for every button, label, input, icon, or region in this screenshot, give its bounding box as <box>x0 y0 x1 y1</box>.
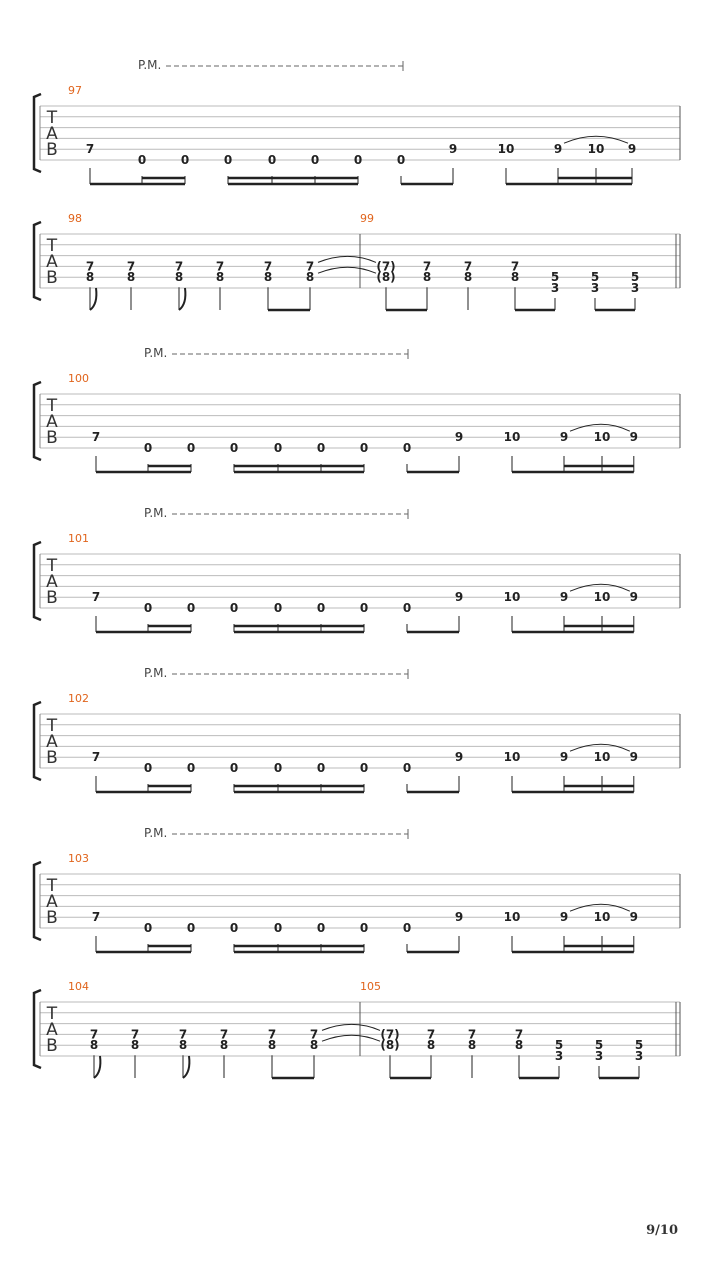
chord-fret-top: 7 <box>463 259 473 274</box>
chord-fret-bottom: 8 <box>467 1038 477 1053</box>
fret-number: 0 <box>143 601 153 615</box>
chord-fret-top: 7 <box>126 259 136 274</box>
chord-fret-bottom: 8 <box>263 270 273 285</box>
tab-letter-a: A <box>46 1020 58 1040</box>
chord-fret-top: 7 <box>267 1027 277 1042</box>
chord-fret-bottom: (8) <box>380 1038 400 1053</box>
tab-letter-a: A <box>46 252 58 272</box>
chord-fret-bottom: 8 <box>174 270 184 285</box>
tie <box>318 256 376 262</box>
fret-number: 0 <box>273 761 283 775</box>
fret-number: 0 <box>402 441 412 455</box>
fret-number: 0 <box>402 921 412 935</box>
fret-number: 0 <box>229 761 239 775</box>
fret-number: 0 <box>229 921 239 935</box>
measure-number: 97 <box>68 84 82 97</box>
fret-number: 0 <box>402 601 412 615</box>
chord-fret-top: 5 <box>634 1038 644 1053</box>
fret-number: 7 <box>91 750 101 765</box>
chord-fret-bottom: 8 <box>514 1038 524 1053</box>
tab-system <box>34 346 680 472</box>
tab-letter-b: B <box>46 428 58 448</box>
fret-number: 10 <box>593 430 611 445</box>
fret-number: 7 <box>91 590 101 605</box>
chord-fret-bottom: 8 <box>426 1038 436 1053</box>
tab-system <box>34 980 680 1078</box>
fret-number: 0 <box>186 601 196 615</box>
tab-system <box>34 666 680 792</box>
chord-fret-bottom: 8 <box>178 1038 188 1053</box>
fret-number: 9 <box>559 430 569 445</box>
fret-number: 0 <box>353 153 363 167</box>
tab-letter-t: T <box>46 108 58 128</box>
fret-number: 10 <box>503 750 521 765</box>
chord-fret-top: 7 <box>178 1027 188 1042</box>
chord-fret-top: 7 <box>130 1027 140 1042</box>
tab-letter-b: B <box>46 588 58 608</box>
fret-number: 0 <box>223 153 233 167</box>
tab-system <box>34 826 680 952</box>
fret-number: 9 <box>629 590 638 605</box>
chord-fret-bottom: 8 <box>85 270 95 285</box>
fret-number: 7 <box>91 910 101 925</box>
fret-number: 0 <box>267 153 277 167</box>
fret-number: 0 <box>316 921 326 935</box>
tab-letter-t: T <box>46 556 58 576</box>
chord-fret-bottom: 8 <box>267 1038 277 1053</box>
fret-number: 9 <box>454 910 464 925</box>
fret-number: 10 <box>503 910 521 925</box>
tab-letter-t: T <box>46 1004 58 1024</box>
fret-number: 0 <box>186 761 196 775</box>
note-flag <box>179 288 185 310</box>
fret-number: 0 <box>402 761 412 775</box>
tab-letter-t: T <box>46 876 58 896</box>
fret-number: 0 <box>316 601 326 615</box>
chord-fret-top: 7 <box>263 259 273 274</box>
chord-fret-bottom: 8 <box>130 1038 140 1053</box>
chord-fret-bottom: 3 <box>550 281 560 295</box>
tab-letter-b: B <box>46 908 58 928</box>
chord-fret-top: 5 <box>550 270 560 285</box>
fret-number: 0 <box>137 153 147 167</box>
chord-fret-top: 7 <box>510 259 520 274</box>
fret-number: 0 <box>229 601 239 615</box>
fret-number: 9 <box>629 910 638 925</box>
fret-number: 0 <box>396 153 406 167</box>
fret-number: 0 <box>143 441 153 455</box>
tab-system <box>34 506 680 632</box>
palm-mute-label: P.M. <box>144 506 168 520</box>
tab-letter-b: B <box>46 268 58 288</box>
chord-fret-bottom: 8 <box>219 1038 229 1053</box>
fret-number: 9 <box>559 590 569 605</box>
fret-number: 10 <box>593 750 611 765</box>
fret-number: 10 <box>497 142 515 157</box>
palm-mute-label: P.M. <box>144 346 168 360</box>
chord-fret-top: 5 <box>630 270 640 285</box>
fret-number: 0 <box>359 921 369 935</box>
note-flag <box>90 288 96 310</box>
palm-mute-label: P.M. <box>138 58 162 72</box>
chord-fret-bottom: 3 <box>590 281 600 295</box>
chord-fret-bottom: 8 <box>463 270 473 285</box>
fret-number: 9 <box>629 750 638 765</box>
fret-number: 0 <box>186 921 196 935</box>
chord-fret-bottom: 8 <box>309 1038 319 1053</box>
fret-number: 10 <box>587 142 605 157</box>
chord-fret-bottom: 8 <box>305 270 315 285</box>
chord-fret-top: 7 <box>514 1027 524 1042</box>
fret-number: 10 <box>593 590 611 605</box>
fret-number: 0 <box>273 441 283 455</box>
tab-letter-a: A <box>46 732 58 752</box>
fret-number: 0 <box>273 601 283 615</box>
fret-number: 9 <box>559 750 569 765</box>
chord-fret-bottom: 8 <box>510 270 520 285</box>
chord-fret-top: 7 <box>85 259 95 274</box>
chord-fret-bottom: 8 <box>422 270 432 285</box>
fret-number: 7 <box>91 430 101 445</box>
chord-fret-bottom: 3 <box>634 1049 644 1063</box>
fret-number: 9 <box>553 142 563 157</box>
tab-letter-a: A <box>46 124 58 144</box>
chord-fret-top: 7 <box>89 1027 99 1042</box>
fret-number: 0 <box>359 601 369 615</box>
palm-mute-label: P.M. <box>144 666 168 680</box>
tab-letter-b: B <box>46 748 58 768</box>
chord-fret-top: 5 <box>590 270 600 285</box>
fret-number: 9 <box>448 142 458 157</box>
tab-letter-a: A <box>46 892 58 912</box>
note-flag <box>94 1056 100 1078</box>
tab-system <box>34 58 680 184</box>
tie <box>322 1024 380 1030</box>
measure-number: 102 <box>68 692 89 705</box>
fret-number: 9 <box>454 590 464 605</box>
measure-number: 101 <box>68 532 89 545</box>
measure-number: 99 <box>360 212 374 225</box>
fret-number: 0 <box>359 761 369 775</box>
chord-fret-top: (7) <box>380 1027 400 1042</box>
tie <box>318 267 376 273</box>
fret-number: 0 <box>273 921 283 935</box>
tab-letter-a: A <box>46 412 58 432</box>
chord-fret-bottom: 3 <box>630 281 640 295</box>
tab-letter-t: T <box>46 716 58 736</box>
chord-fret-top: 7 <box>426 1027 436 1042</box>
fret-number: 9 <box>629 430 638 445</box>
fret-number: 0 <box>316 761 326 775</box>
chord-fret-top: 7 <box>174 259 184 274</box>
tab-letter-a: A <box>46 572 58 592</box>
fret-number: 0 <box>316 441 326 455</box>
fret-number: 0 <box>229 441 239 455</box>
fret-number: 9 <box>454 750 464 765</box>
fret-number: 9 <box>454 430 464 445</box>
tie <box>322 1035 380 1041</box>
measure-number: 98 <box>68 212 82 225</box>
chord-fret-top: 7 <box>305 259 315 274</box>
fret-number: 0 <box>143 921 153 935</box>
chord-fret-top: 5 <box>594 1038 604 1053</box>
fret-number: 0 <box>186 441 196 455</box>
chord-fret-top: 5 <box>554 1038 564 1053</box>
fret-number: 0 <box>180 153 190 167</box>
chord-fret-bottom: 8 <box>215 270 225 285</box>
fret-number: 0 <box>359 441 369 455</box>
chord-fret-bottom: (8) <box>376 270 396 285</box>
tab-letter-b: B <box>46 140 58 160</box>
fret-number: 9 <box>559 910 569 925</box>
tab-letter-b: B <box>46 1036 58 1056</box>
chord-fret-top: 7 <box>215 259 225 274</box>
measure-number: 100 <box>68 372 89 385</box>
measure-number: 105 <box>360 980 381 993</box>
chord-fret-top: 7 <box>219 1027 229 1042</box>
tab-system <box>34 212 680 310</box>
palm-mute-label: P.M. <box>144 826 168 840</box>
note-flag <box>183 1056 189 1078</box>
fret-number: 10 <box>503 590 521 605</box>
measure-number: 104 <box>68 980 89 993</box>
chord-fret-top: (7) <box>376 259 396 274</box>
fret-number: 10 <box>593 910 611 925</box>
measure-number: 103 <box>68 852 89 865</box>
fret-number: 9 <box>627 142 637 157</box>
chord-fret-top: 7 <box>422 259 432 274</box>
tab-letter-t: T <box>46 396 58 416</box>
chord-fret-top: 7 <box>309 1027 319 1042</box>
chord-fret-top: 7 <box>467 1027 477 1042</box>
fret-number: 10 <box>503 430 521 445</box>
fret-number: 0 <box>310 153 320 167</box>
chord-fret-bottom: 3 <box>594 1049 604 1063</box>
fret-number: 7 <box>85 142 95 157</box>
chord-fret-bottom: 8 <box>89 1038 99 1053</box>
chord-fret-bottom: 3 <box>554 1049 564 1063</box>
tab-letter-t: T <box>46 236 58 256</box>
fret-number: 0 <box>143 761 153 775</box>
chord-fret-bottom: 8 <box>126 270 136 285</box>
page-number: 9/10 <box>646 1223 678 1238</box>
